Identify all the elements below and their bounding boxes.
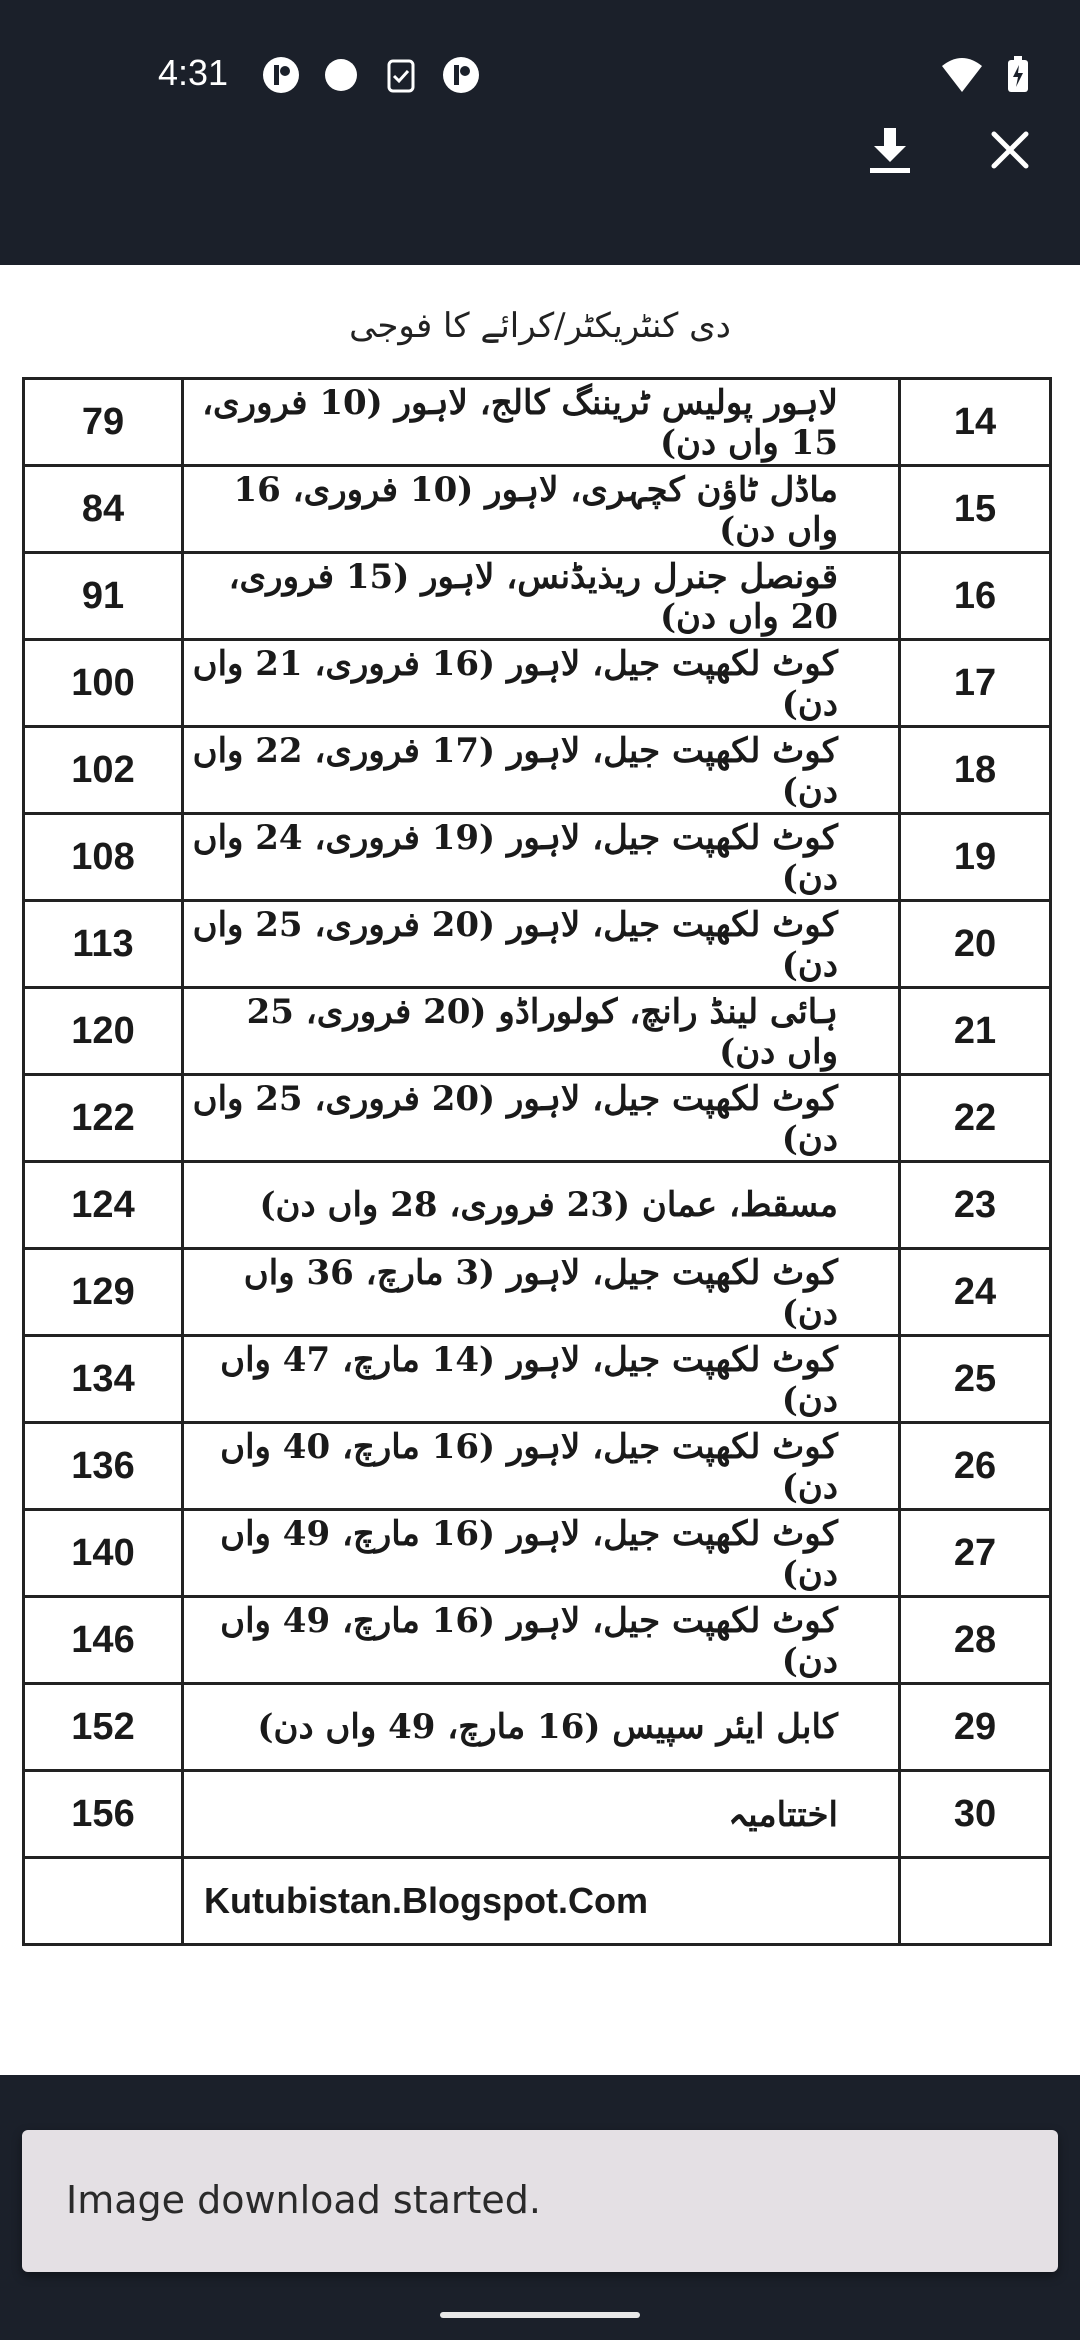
chapter-title-cell: کوٹ لکھپت جیل، لاہور (3 مارچ، 36 واں دن) <box>183 1249 900 1336</box>
table-row <box>24 1684 1051 1771</box>
status-notification-icons <box>262 56 480 94</box>
chapter-number-cell: 24 <box>900 1249 1051 1336</box>
table-row <box>24 1597 1051 1684</box>
chapter-title-cell: ہائی لینڈ رانچ، کولوراڈو (20 فروری، 25 واں دن) <box>183 988 900 1075</box>
page-number-cell: 134 <box>24 1336 183 1423</box>
chapter-number-cell: 22 <box>900 1075 1051 1162</box>
home-indicator[interactable] <box>440 2312 640 2318</box>
document-heading: دی کنٹریکٹر/کرائے کا فوجی <box>349 306 731 346</box>
chapter-title-cell: کوٹ لکھپت جیل، لاہور (20 فروری، 25 واں دن) <box>183 901 900 988</box>
table-row <box>24 1162 1051 1249</box>
chapter-number-cell: 21 <box>900 988 1051 1075</box>
table-row <box>24 1510 1051 1597</box>
contents-table <box>22 377 1052 1946</box>
download-button[interactable] <box>860 120 920 180</box>
notification-app-icon <box>262 56 300 94</box>
chapter-number-cell: 23 <box>900 1162 1051 1249</box>
table-row <box>24 640 1051 727</box>
footer-website-text: Kutubistan.Blogspot.Com <box>183 1858 900 1945</box>
chapter-number-cell: 26 <box>900 1423 1051 1510</box>
page-number-cell: 146 <box>24 1597 183 1684</box>
table-footer-row <box>24 1858 1051 1945</box>
chapter-title-cell: ماڈل ٹاؤن کچہری، لاہور (10 فروری، 16 واں دن) <box>183 466 900 553</box>
close-button[interactable] <box>980 120 1040 180</box>
table-row <box>24 1771 1051 1858</box>
table-row <box>24 1423 1051 1510</box>
chapter-title-cell: لاہور پولیس ٹریننگ کالج، لاہور (10 فروری، 15 واں دن) <box>183 379 900 466</box>
download-icon <box>866 124 914 176</box>
chapter-number-cell: 28 <box>900 1597 1051 1684</box>
status-time: 4:31 <box>158 52 229 93</box>
table-row <box>24 727 1051 814</box>
chapter-number-cell: 14 <box>900 379 1051 466</box>
chapter-title-cell: کوٹ لکھپت جیل، لاہور (20 فروری، 25 واں دن) <box>183 1075 900 1162</box>
chapter-title-cell: کوٹ لکھپت جیل، لاہور (19 فروری، 24 واں دن) <box>183 814 900 901</box>
battery-charging-icon <box>1006 56 1030 98</box>
page-number-cell: 84 <box>24 466 183 553</box>
chapter-title-cell: کوٹ لکھپت جیل، لاہور (14 مارچ، 47 واں دن) <box>183 1336 900 1423</box>
toast-message <box>22 2130 1058 2272</box>
wifi-icon <box>940 56 984 98</box>
status-system-icons <box>940 56 1030 98</box>
chapter-number-cell: 15 <box>900 466 1051 553</box>
page-number-cell: 79 <box>24 379 183 466</box>
table-row <box>24 1075 1051 1162</box>
chapter-number-cell: 30 <box>900 1771 1051 1858</box>
page-number-cell: 91 <box>24 553 183 640</box>
chapter-title-cell: کوٹ لکھپت جیل، لاہور (16 فروری، 21 واں دن) <box>183 640 900 727</box>
table-row <box>24 466 1051 553</box>
page-number-cell: 113 <box>24 901 183 988</box>
page-number-cell: 156 <box>24 1771 183 1858</box>
chapter-number-cell: 27 <box>900 1510 1051 1597</box>
table-row <box>24 814 1051 901</box>
page-number-cell: 122 <box>24 1075 183 1162</box>
chapter-number-cell: 19 <box>900 814 1051 901</box>
table-row <box>24 988 1051 1075</box>
chapter-number-cell: 18 <box>900 727 1051 814</box>
table-row <box>24 901 1051 988</box>
close-icon <box>988 128 1032 172</box>
chapter-title-cell: قونصل جنرل ریذیڈنس، لاہور (15 فروری، 20 واں دن) <box>183 553 900 640</box>
empty-cell <box>24 1858 183 1945</box>
table-row <box>24 553 1051 640</box>
notification-app-icon <box>442 56 480 94</box>
page-number-cell: 129 <box>24 1249 183 1336</box>
page-number-cell: 140 <box>24 1510 183 1597</box>
page-number-cell: 100 <box>24 640 183 727</box>
page-number-cell: 152 <box>24 1684 183 1771</box>
toast-text: Image download started. <box>66 2178 541 2222</box>
chapter-title-cell: کوٹ لکھپت جیل، لاہور (16 مارچ، 49 واں دن) <box>183 1597 900 1684</box>
page-number-cell: 136 <box>24 1423 183 1510</box>
document-image <box>0 265 1080 2075</box>
chapter-title-cell: کوٹ لکھپت جیل، لاہور (16 مارچ، 40 واں دن) <box>183 1423 900 1510</box>
chapter-number-cell: 25 <box>900 1336 1051 1423</box>
clipboard-check-icon <box>382 56 420 94</box>
table-row <box>24 1336 1051 1423</box>
chapter-title-cell: اختتامیہ <box>183 1771 900 1858</box>
page-number-cell: 120 <box>24 988 183 1075</box>
chapter-title-cell: کوٹ لکھپت جیل، لاہور (16 مارچ، 49 واں دن) <box>183 1510 900 1597</box>
dot-icon <box>322 56 360 94</box>
chapter-title-cell: کابل ایئر سپیس (16 مارچ، 49 واں دن) <box>183 1684 900 1771</box>
chapter-number-cell: 17 <box>900 640 1051 727</box>
chapter-title-cell: کوٹ لکھپت جیل، لاہور (17 فروری، 22 واں دن) <box>183 727 900 814</box>
page-number-cell: 124 <box>24 1162 183 1249</box>
table-row <box>24 1249 1051 1336</box>
page-number-cell: 108 <box>24 814 183 901</box>
chapter-number-cell: 29 <box>900 1684 1051 1771</box>
chapter-number-cell: 20 <box>900 901 1051 988</box>
viewer-toolbar <box>860 120 1040 180</box>
chapter-number-cell: 16 <box>900 553 1051 640</box>
page-number-cell: 102 <box>24 727 183 814</box>
chapter-title-cell: مسقط، عمان (23 فروری، 28 واں دن) <box>183 1162 900 1249</box>
empty-cell <box>900 1858 1051 1945</box>
table-row <box>24 379 1051 466</box>
